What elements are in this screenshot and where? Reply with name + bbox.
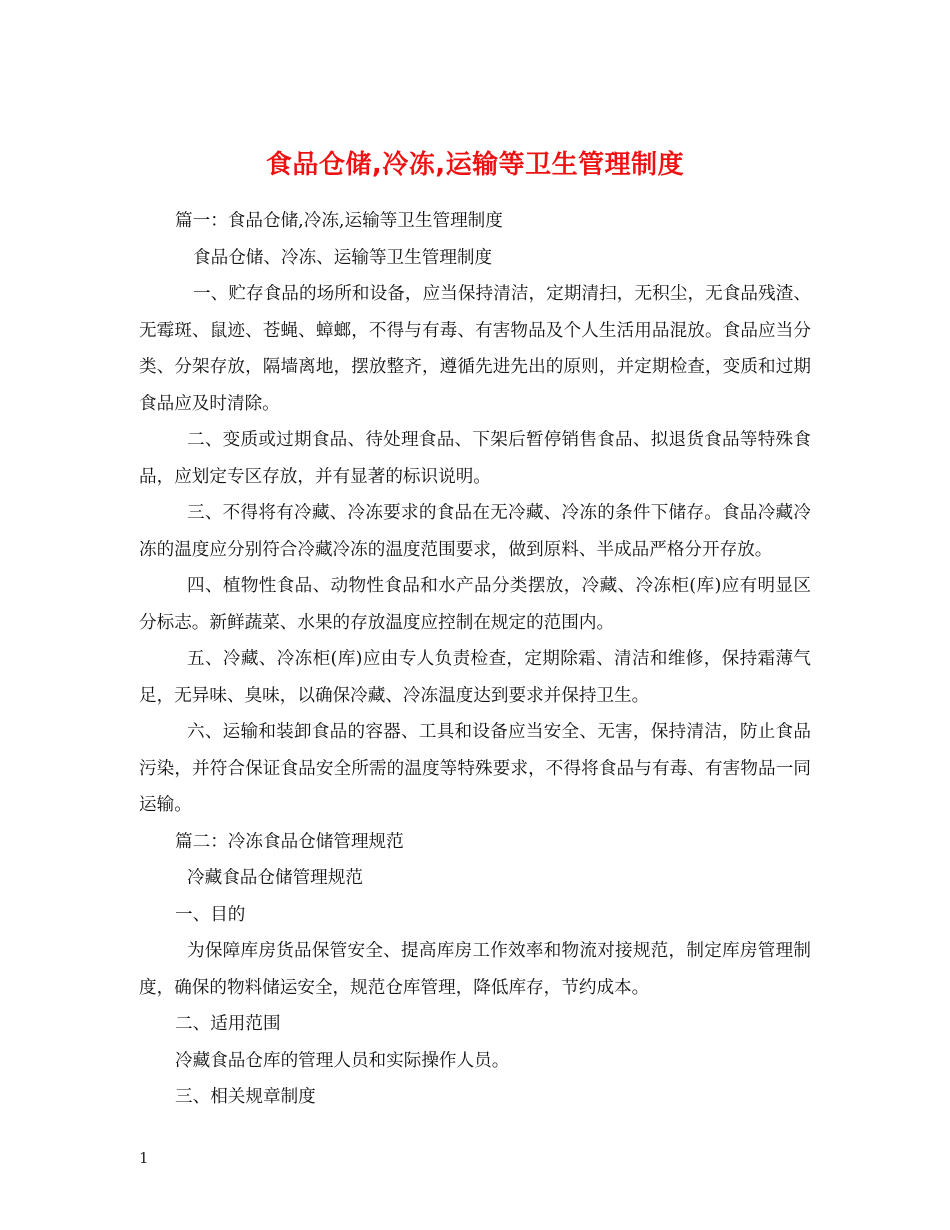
subtitle-part-two: 冷藏食品仓储管理规范 <box>187 868 363 888</box>
section-heading-part-two: 篇二：冷冻食品仓储管理规范 <box>175 831 404 852</box>
document-body <box>139 203 811 1116</box>
document-title: 食品仓储,冷冻,运输等卫生管理制度 <box>265 150 685 181</box>
subtitle-part-one: 食品仓储、冷冻、运输等卫生管理制度 <box>193 247 493 268</box>
paragraph-clause-3: 三、不得将有冷藏、冷冻要求的食品在无冷藏、冷冻的条件下储存。食品冷藏冷冻的温度应分别符合冷藏冷冻的温度范围要求，做到原料、半成品严格分开存放。 <box>139 503 811 560</box>
heading-regulations: 三、相关规章制度 <box>175 1087 316 1107</box>
heading-purpose: 一、目的 <box>175 904 246 925</box>
heading-scope: 二、适用范围 <box>175 1014 281 1034</box>
section-heading-part-one: 篇一：食品仓储,冷冻,运输等卫生管理制度 <box>175 211 503 231</box>
page-number: 1 <box>139 1149 149 1167</box>
paragraph-clause-6: 六、运输和装卸食品的容器、工具和设备应当安全、无害，保持清洁，防止食品污染，并符合保证食品安全所需的温度等特殊要求，不得将食品与有毒、有害物品一同运输。 <box>139 722 811 815</box>
paragraph-purpose: 为保障库房货品保管安全、提高库房工作效率和物流对接规范，制定库房管理制度，确保的物料储运安全，规范仓库管理，降低库存，节约成本。 <box>139 941 811 998</box>
paragraph-clause-4: 四、植物性食品、动物性食品和水产品分类摆放，冷藏、冷冻柜(库)应有明显区分标志。新鲜蔬菜、水果的存放温度应控制在规定的范围内。 <box>139 576 811 633</box>
paragraph-scope: 冷藏食品仓库的管理人员和实际操作人员。 <box>175 1050 510 1071</box>
paragraph-clause-5: 五、冷藏、冷冻柜(库)应由专人负责检查，定期除霜、清洁和维修，保持霜薄气足，无异味、臭味，以确保冷藏、冷冻温度达到要求并保持卫生。 <box>139 649 811 706</box>
paragraph-clause-2: 二、变质或过期食品、待处理食品、下架后暂停销售食品、拟退货食品等特殊食品，应划定专区存放，并有显著的标识说明。 <box>139 430 811 487</box>
paragraph-clause-1: 一、贮存食品的场所和设备，应当保持清洁，定期清扫，无积尘，无食品残渣、无霉斑、鼠迹、苍蝇、蟑螂，不得与有毒、有害物品及个人生活用品混放。食品应当分类、分架存放，隔墙离地，摆放整齐，遵循先进先出的原则，并定期检查，变质和过期食品应及时清除。 <box>139 284 811 414</box>
